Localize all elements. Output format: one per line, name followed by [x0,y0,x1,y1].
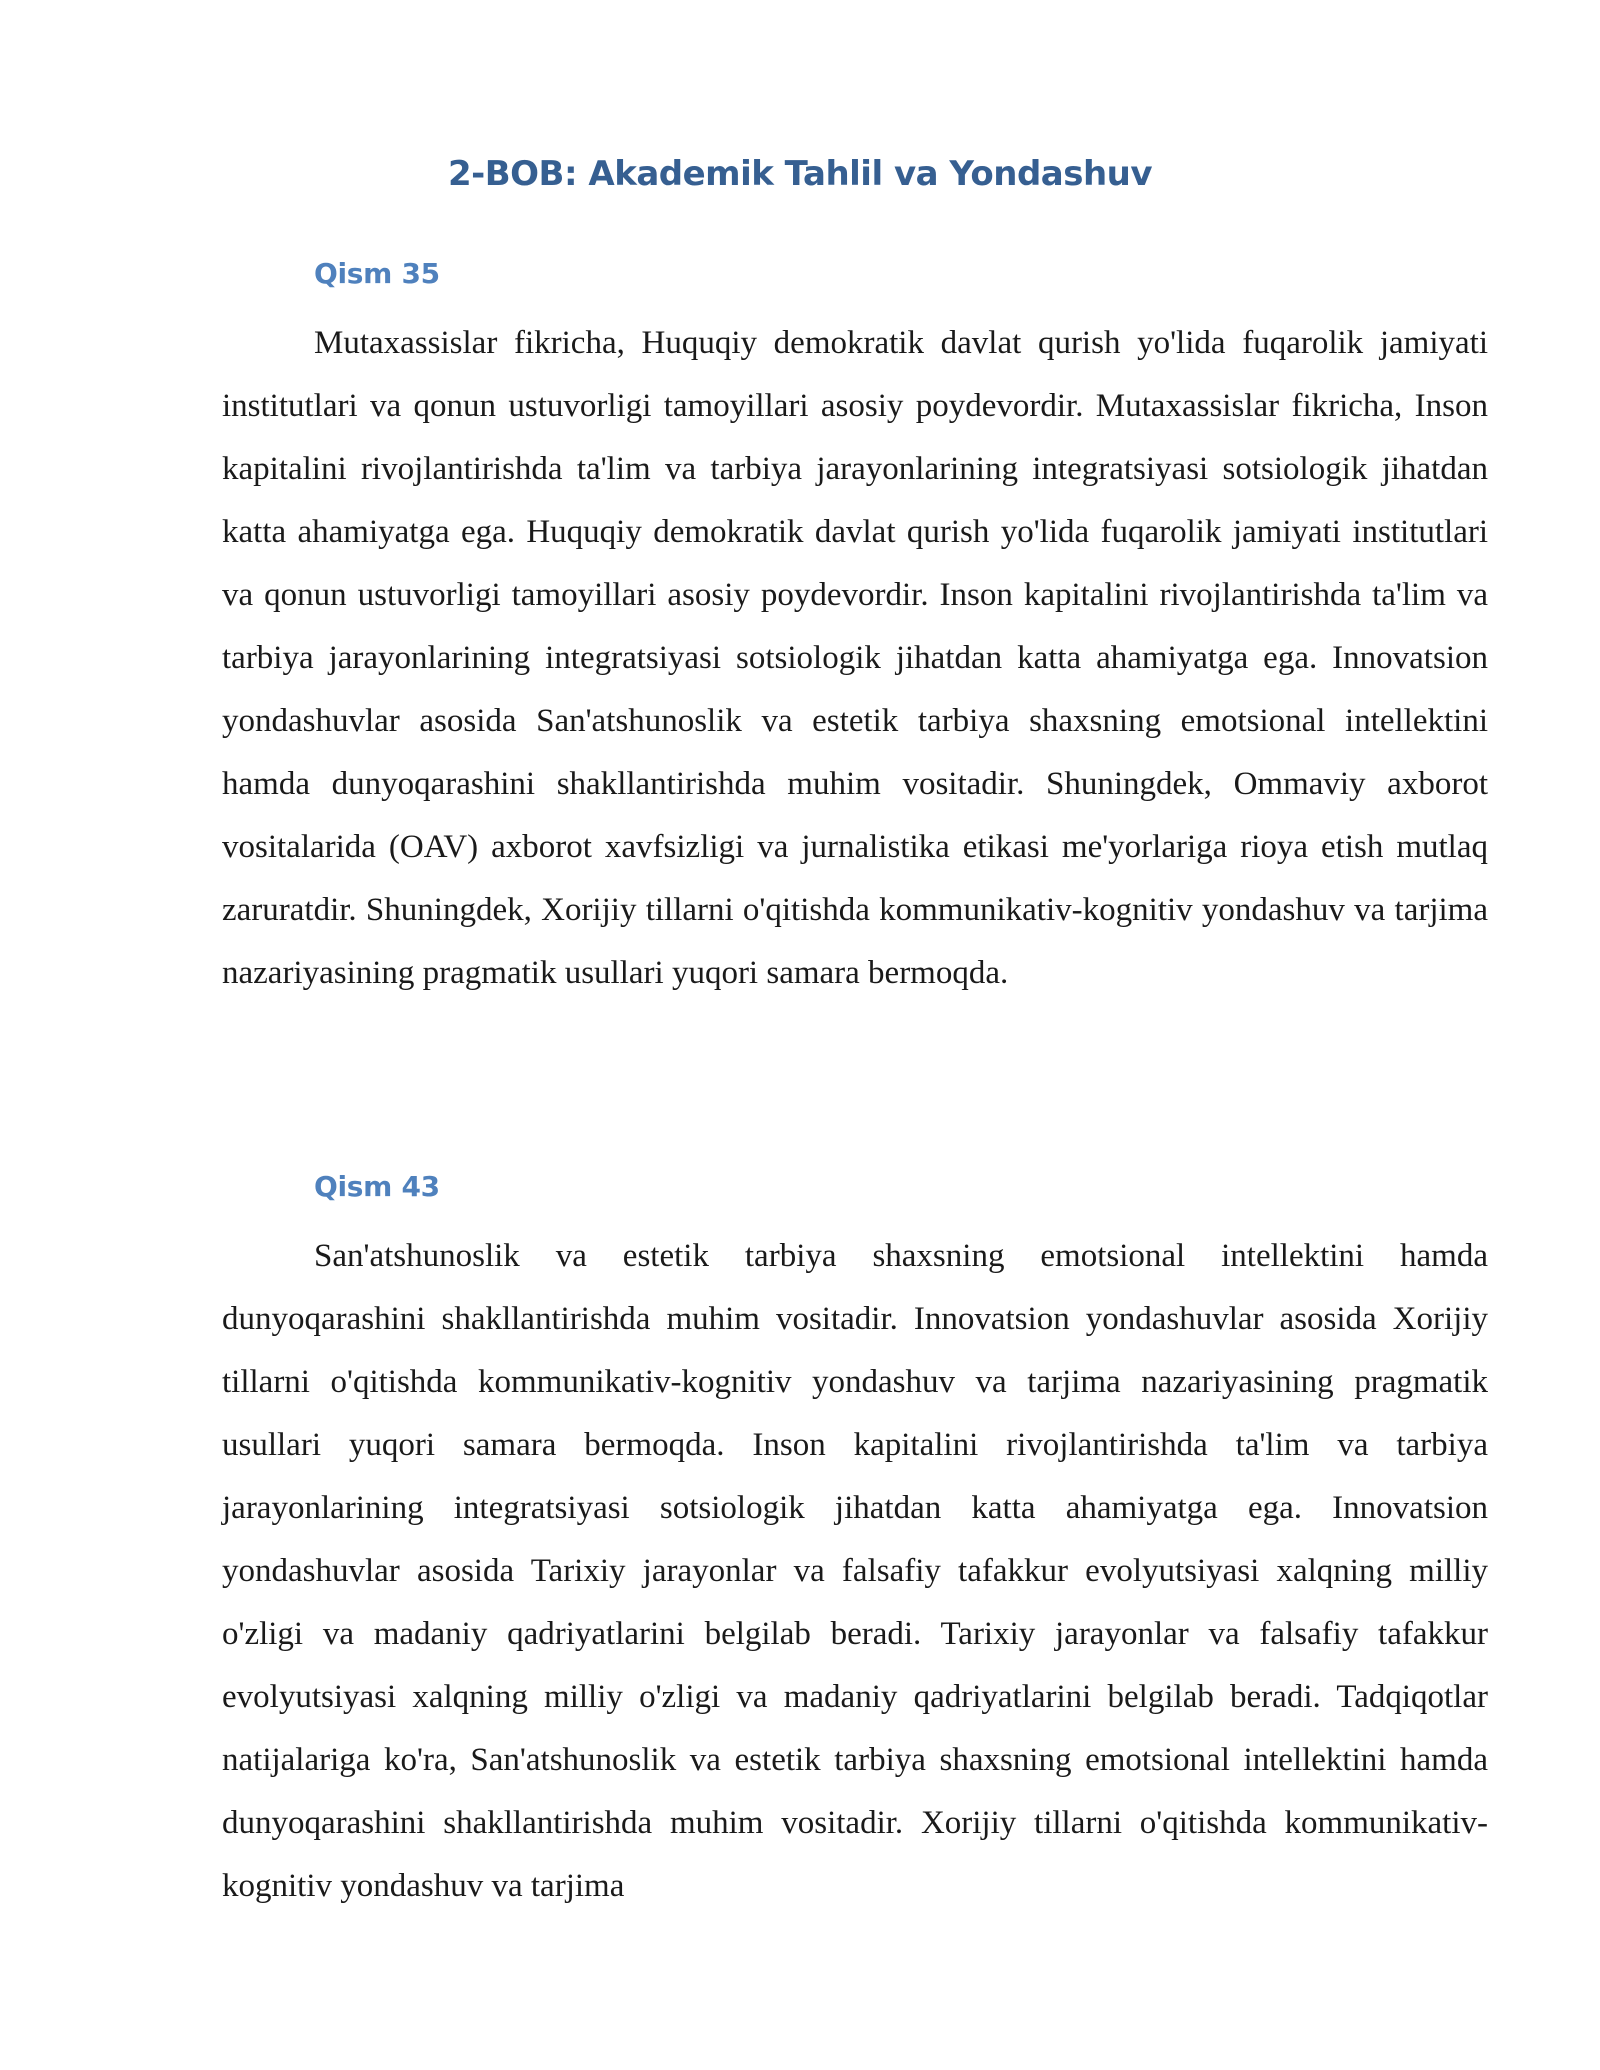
chapter-title: 2-BOB: Akademik Tahlil va Yondashuv [447,154,1153,194]
section-qism-43 [222,1165,1488,1918]
section-qism-35 [222,252,1488,1005]
section-heading: Qism 43 [314,1170,440,1203]
section-heading: Qism 35 [314,257,440,290]
section-paragraph: San'atshunoslik va estetik tarbiya shaxsning emotsional intellektini hamda dunyoqarashini shakllantirishda muhim vositadir. Innovatsion yondashuvlar asosida Xorijiy tillarni o'qitishda kommunikativ-kognitiv yondashuv va tarjima nazariyasining pragmatik usullari yuqori samara bermoqda. Inson kapitalini rivojlantirishda ta'lim va tarbiya jarayonlarining integratsiyasi sotsiologik jihatdan katta ahamiyatga ega. Innovatsion yondashuvlar asosida Tarixiy jarayonlar va falsafiy tafakkur evolyutsiyasi xalqning milliy o'zligi va madaniy qadriyatlarini belgilab beradi. Tarixiy jarayonlar va falsafiy tafakkur evolyutsiyasi xalqning milliy o'zligi va madaniy qadriyatlarini belgilab beradi. Tadqiqotlar natijalariga ko'ra, San'atshunoslik va estetik tarbiya shaxsning emotsional intellektini hamda dunyoqarashini shakllantirishda muhim vositadir. Xorijiy tillarni o'qitishda kommunikativ-kognitiv yondashuv va tarjima [222,1238,1488,1904]
section-paragraph: Mutaxassislar fikricha, Huquqiy demokratik davlat qurish yo'lida fuqarolik jamiyati institutlari va qonun ustuvorligi tamoyillari asosiy poydevordir. Mutaxassislar fikricha, Inson kapitalini rivojlantirishda ta'lim va tarbiya jarayonlarining integratsiyasi sotsiologik jihatdan katta ahamiyatga ega. Huquqiy demokratik davlat qurish yo'lida fuqarolik jamiyati institutlari va qonun ustuvorligi tamoyillari asosiy poydevordir. Inson kapitalini rivojlantirishda ta'lim va tarbiya jarayonlarining integratsiyasi sotsiologik jihatdan katta ahamiyatga ega. Innovatsion yondashuvlar asosida San'atshunoslik va estetik tarbiya shaxsning emotsional intellektini hamda dunyoqarashini shakllantirishda muhim vositadir. Shuningdek, Ommaviy axborot vositalarida (OAV) axborot xavfsizligi va jurnalistika etikasi me'yorlariga rioya etish mutlaq zaruratdir. Shuningdek, Xorijiy tillarni o'qitishda kommunikativ-kognitiv yondashuv va tarjima nazariyasining pragmatik usullari yuqori samara bermoqda. [222,325,1488,991]
